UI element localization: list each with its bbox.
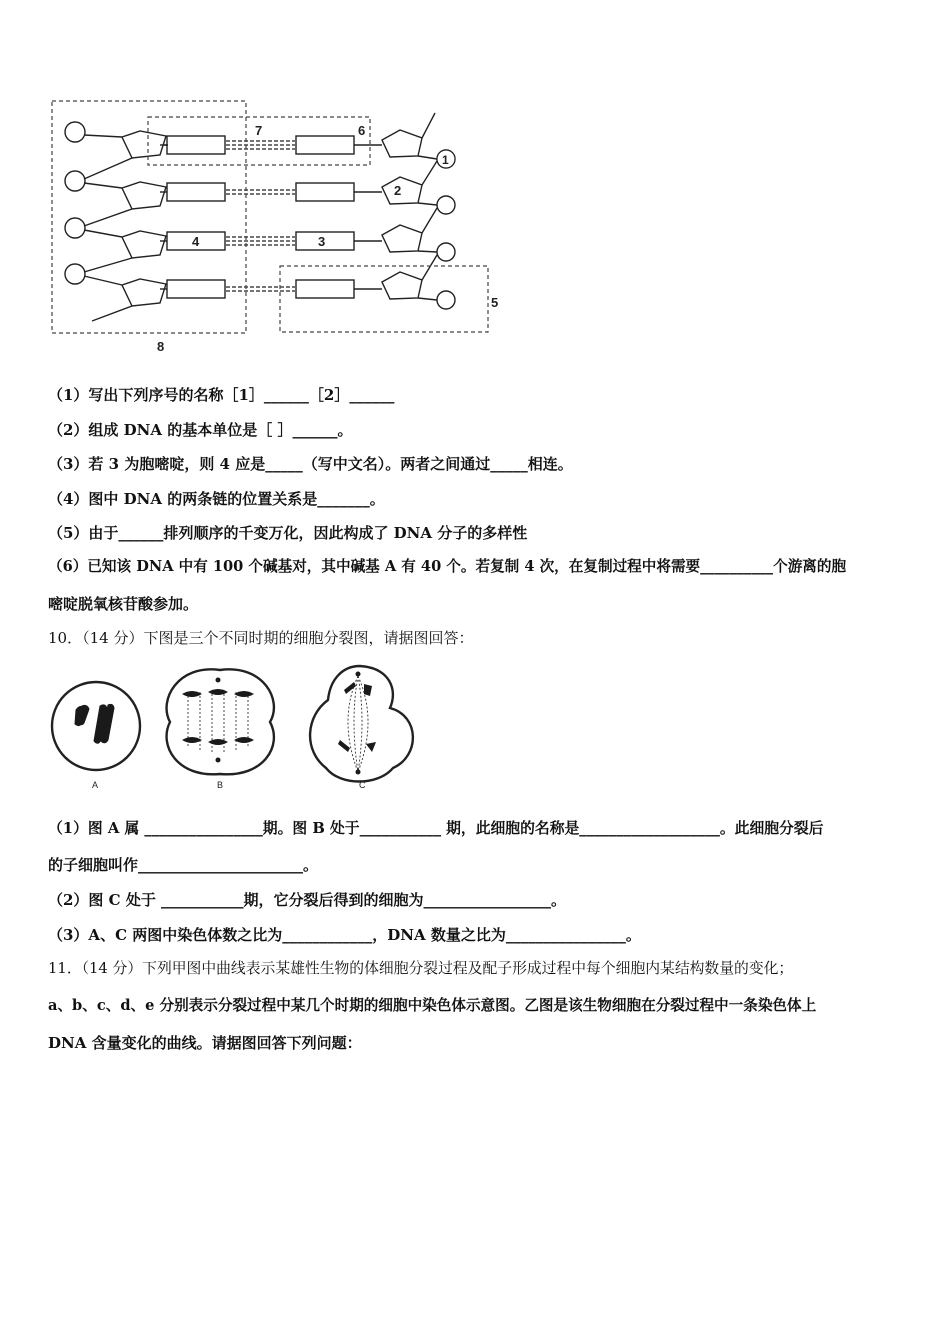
cell-b: [167, 669, 274, 790]
deoxyribose-pentagon: [122, 279, 166, 306]
q9-item-4: （4）图中 DNA 的两条链的位置关系是_______。: [48, 490, 385, 508]
cell-c-label: C: [359, 780, 366, 790]
base-rect: [167, 183, 225, 201]
cell-a: [52, 682, 140, 790]
deoxyribose-pentagon: [122, 231, 166, 258]
base-rect: [296, 280, 354, 298]
cell-a-label: A: [92, 780, 99, 790]
dna-structure-figure: [40, 95, 520, 360]
cell-b-label: B: [217, 780, 224, 790]
q9-item-1: （1）写出下列序号的名称［1］______［2］______: [48, 386, 395, 404]
q9-item-2: （2）组成 DNA 的基本单位是［ ］______。: [48, 421, 353, 439]
q10-item-1-line1: （1）图 A 属 ________________期。图 B 处于___________ 期，此细胞的名称是___________________。此细胞分裂后: [48, 820, 824, 837]
label-1: 1: [442, 153, 449, 167]
box-5: [280, 266, 488, 332]
q11-line-3: DNA 含量变化的曲线。请据图回答下列问题：: [48, 1034, 362, 1052]
label-2: 2: [394, 183, 402, 198]
cell-c: [310, 666, 413, 790]
q10-item-3: （3）A、C 两图中染色体数之比为____________，DNA 数量之比为________________。: [48, 926, 641, 944]
q11-line-2: a、b、c、d、e 分别表示分裂过程中某几个时期的细胞中染色体示意图。乙图是该生物细胞在分裂过程中一条染色体上: [48, 997, 817, 1014]
phosphate-circle: [65, 171, 85, 191]
q10-item-1-line2: 的子细胞叫作______________________。: [48, 856, 319, 874]
phosphate-circle: [65, 264, 85, 284]
label-7: 7: [255, 123, 263, 138]
phosphate-circle: [65, 122, 85, 142]
q9-item-5: （5）由于______排列顺序的千变万化，因此构成了 DNA 分子的多样性: [48, 524, 528, 542]
deoxyribose-pentagon: [382, 177, 422, 204]
base-rect: [296, 136, 354, 154]
label-8: 8: [157, 339, 165, 354]
q9-item-6-line1: （6）已知该 DNA 中有 100 个碱基对，其中碱基 A 有 40 个。若复制 4 次，在复制过程中将需要__________个游离的胞: [48, 558, 847, 575]
base-rect: [167, 280, 225, 298]
q10-title: 10．（14 分）下图是三个不同时期的细胞分裂图，请据图回答：: [48, 629, 474, 647]
base-rect: [167, 136, 225, 154]
label-4: 4: [192, 234, 200, 249]
phosphate-circle: [65, 218, 85, 238]
deoxyribose-pentagon: [382, 225, 422, 252]
label-5: 5: [491, 295, 499, 310]
cell-division-figure: [48, 660, 428, 795]
label-3: 3: [318, 234, 326, 249]
q9-item-3: （3）若 3 为胞嘧啶，则 4 应是_____（写中文名）。两者之间通过_____相连。: [48, 455, 573, 473]
deoxyribose-pentagon: [382, 130, 422, 157]
deoxyribose-pentagon: [382, 272, 422, 299]
label-6: 6: [358, 123, 366, 138]
q11-line-1: 11．（14 分）下列甲图中曲线表示某雄性生物的体细胞分裂过程及配子形成过程中每个细胞内某结构数量的变化；: [48, 960, 794, 977]
q9-item-6-line2: 嘧啶脱氧核苷酸参加。: [48, 595, 199, 613]
q10-item-2: （2）图 C 处于 ___________期，它分裂后得到的细胞为_________________。: [48, 891, 567, 909]
deoxyribose-pentagon: [122, 131, 166, 158]
base-rect: [296, 183, 354, 201]
deoxyribose-pentagon: [122, 182, 166, 209]
